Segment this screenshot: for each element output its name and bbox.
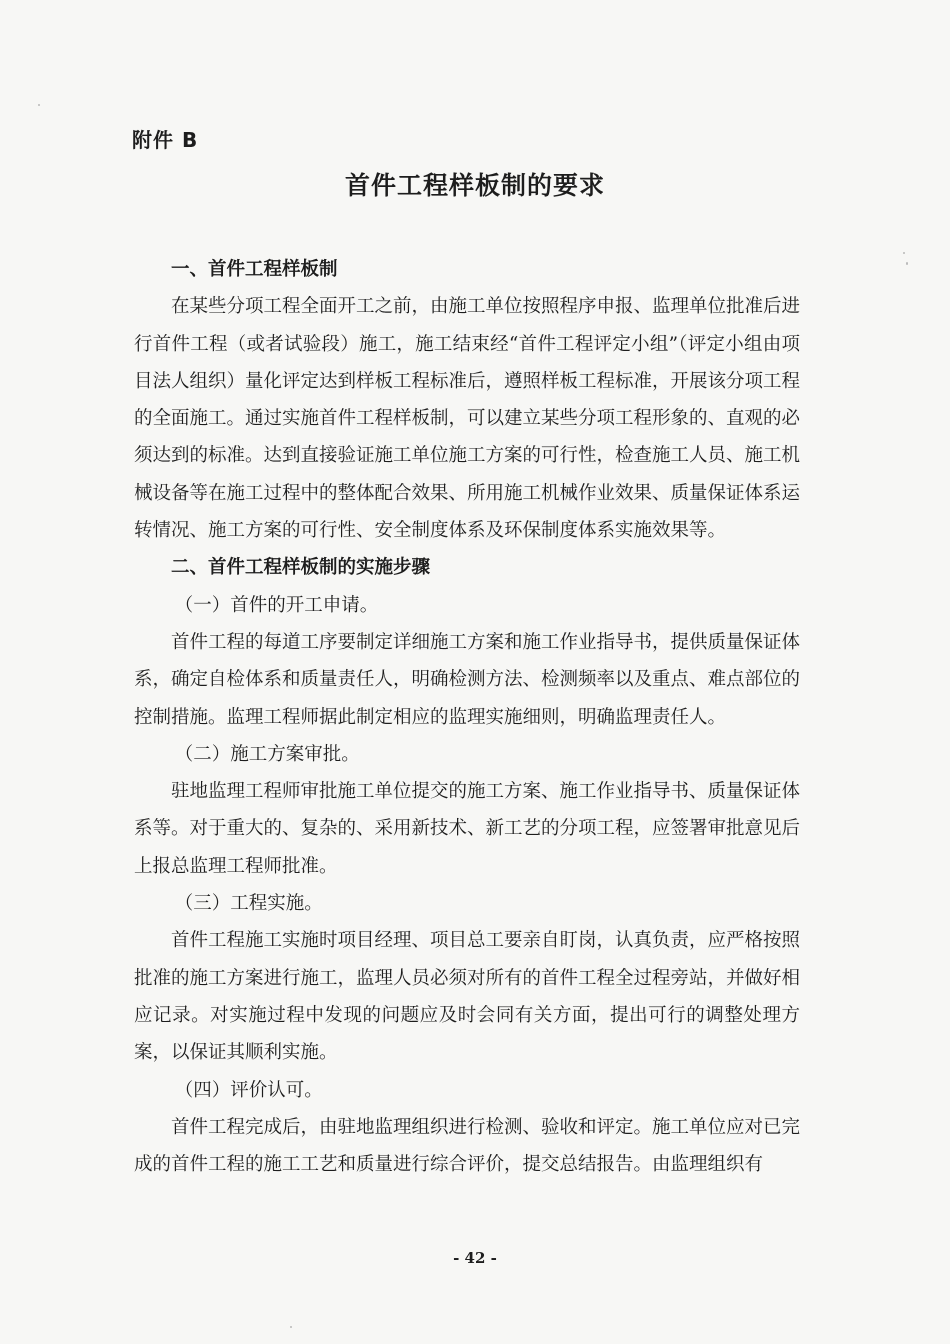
page-number: - 42 - [453, 1249, 497, 1267]
subsection-heading-3: （三）工程实施。 [174, 893, 323, 915]
section-heading-2: 二、首件工程样板制的实施步骤 [171, 557, 431, 579]
body-paragraph: 在某些分项工程全面开工之前，由施工单位按照程序申报、监理单位批准后进行首件工程（或者试验段）施工，施工结束经“首件工程评定小组”（评定小组由项目法人组织）量化评定达到样板工程标准后，遵照样板工程标准，开展该分项工程的全面施工。通过实施首件工程样板制，可以建立某些分项工程形象的、直观的必须达到的标准。达到直接验证施工单位施工方案的可行性，检查施工人员、施工机械设备等在施工过程中的整体配合效果、所用施工机械作业效果、质量保证体系运转情况、施工方案的可行性、安全制度体系及环保制度体系实施效果等。 [134, 296, 801, 542]
body-paragraph: 首件工程完成后，由驻地监理组织进行检测、验收和评定。施工单位应对已完成的首件工程的施工工艺和质量进行综合评价，提交总结报告。由监理组织有 [134, 1116, 801, 1176]
section-heading-1: 一、首件工程样板制 [171, 259, 338, 280]
subsection-heading-2: （二）施工方案审批。 [174, 743, 360, 765]
scan-speck [903, 252, 905, 254]
body-paragraph: 首件工程施工实施时项目经理、项目总工要亲自盯岗，认真负责，应严格按照批准的施工方案进行施工，监理人员必须对所有的首件工程全过程旁站，并做好相应记录。对实施过程中发现的问题应及时会同有关方面，提出可行的调整处理方案，以保证其顺利实施。 [134, 930, 801, 1064]
subsection-heading-1: （一）首件的开工申请。 [174, 594, 379, 616]
subsection-heading-4: （四）评价认可。 [174, 1079, 323, 1101]
body-paragraph: 驻地监理工程师审批施工单位提交的施工方案、施工作业指导书、质量保证体系等。对于重大的、复杂的、采用新技术、新工艺的分项工程，应签署审批意见后上报总监理工程师批准。 [134, 781, 801, 877]
body-paragraph: 首件工程的每道工序要制定详细施工方案和施工作业指导书，提供质量保证体系，确定自检体系和质量责任人，明确检测方法、检测频率以及重点、难点部位的控制措施。监理工程师据此制定相应的监理实施细则，明确监理责任人。 [134, 631, 801, 728]
scan-speck [906, 262, 908, 265]
document-title: 首件工程样板制的要求 [344, 171, 605, 200]
attachment-label: 附件 B [132, 128, 199, 152]
scan-speck [290, 1326, 292, 1328]
scan-speck [38, 104, 40, 106]
document-body [134, 251, 800, 1183]
